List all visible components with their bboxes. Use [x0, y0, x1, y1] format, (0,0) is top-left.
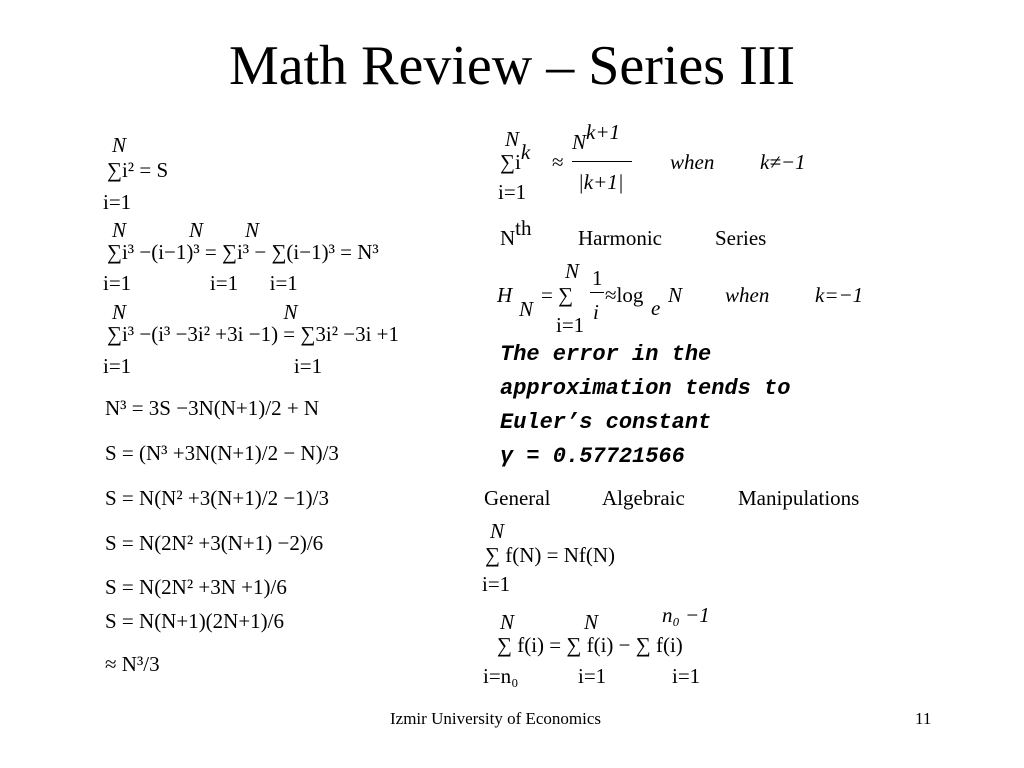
footer-institution: Izmir University of Economics — [390, 709, 602, 728]
manip-eq-1: ∑ f(N) = Nf(N) — [485, 543, 616, 567]
limit-top: N — [565, 259, 580, 283]
fraction-bar — [590, 292, 604, 293]
log-arg: N — [668, 283, 683, 307]
step-eq: S = N(2N² +3(N+1) −2)/6 — [105, 531, 324, 555]
telescoping-eq: ∑i³ −(i−1)³ = ∑i³ − ∑(i−1)³ = N³ — [107, 240, 379, 264]
step-eq: S = N(N² +3(N+1)/2 −1)/3 — [105, 486, 329, 510]
denominator: |k+1| — [578, 170, 624, 194]
nth-n: N — [500, 226, 516, 250]
numerator: N — [572, 130, 587, 154]
limit-top: N N N — [112, 218, 260, 242]
limit-bottom: i=1 i=1 i=1 — [103, 271, 298, 295]
note-line: The error in the — [500, 342, 712, 367]
limit-bottom: i=1 — [498, 180, 527, 204]
step-eq: N³ = 3S −3N(N+1)/2 + N — [105, 396, 320, 420]
note-line: approximation tends to — [500, 376, 791, 401]
numerator-exponent: k+1 — [586, 120, 621, 144]
manip-heading-word: Manipulations — [738, 486, 860, 510]
step-eq: S = (N³ +3N(N+1)/2 − N)/3 — [105, 441, 339, 465]
harmonic-H: H — [497, 283, 513, 307]
step-eq: S = N(2N² +3N +1)/6 — [105, 575, 287, 599]
fraction-bar — [572, 161, 632, 162]
limit-bottom: i=1 — [556, 313, 585, 337]
manip-eq-2: ∑ f(i) = ∑ f(i) − ∑ f(i) — [497, 633, 683, 657]
limit-top: N — [500, 610, 515, 634]
eq-sum: = ∑ — [541, 283, 574, 307]
manip-heading-word: General — [484, 486, 551, 510]
limit-bottom: i=1 — [103, 190, 132, 214]
limit-top: N — [505, 127, 520, 151]
when-label: when — [725, 283, 770, 307]
limit-top: N — [584, 610, 599, 634]
log-base: e — [651, 296, 661, 320]
series-word: Series — [715, 226, 767, 250]
sum-term: ∑i — [500, 150, 521, 174]
nth-suffix: th — [515, 216, 532, 240]
condition: k=−1 — [815, 283, 864, 307]
limit-bottom: i=1 — [578, 664, 607, 688]
limit-top: N — [112, 133, 127, 157]
page-number: 11 — [915, 709, 932, 728]
limit-top: n₀ −1 — [662, 603, 710, 627]
approximation-eq: ≈ N³/3 — [105, 652, 160, 676]
when-label: when — [670, 150, 715, 174]
harmonic-heading — [500, 216, 532, 250]
expansion-eq: ∑i³ −(i³ −3i² +3i −1) = ∑3i² −3i +1 — [107, 322, 400, 346]
sum-of-squares-eq: ∑i² = S — [107, 158, 169, 182]
limit-bottom: i=n₀ — [483, 664, 519, 688]
slide-title: Math Review – Series III — [228, 35, 796, 97]
note-line: γ = 0.57721566 — [500, 444, 685, 469]
exponent-k: k — [520, 140, 531, 164]
limit-bottom: i=1 — [482, 572, 511, 596]
limit-bottom: i=1 i=1 — [103, 354, 323, 378]
limit-top: N — [490, 519, 505, 543]
approx-log: ≈log — [605, 283, 644, 307]
harmonic-sub: N — [519, 297, 534, 321]
frac-den: i — [593, 300, 599, 324]
limit-top: N N — [112, 300, 298, 324]
note-line: Euler’s constant — [500, 410, 712, 435]
frac-num: 1 — [592, 266, 603, 290]
condition: k≠−1 — [760, 150, 806, 174]
closed-form-eq: S = N(N+1)(2N+1)/6 — [105, 609, 285, 633]
harmonic-word: Harmonic — [578, 226, 662, 250]
limit-bottom: i=1 — [672, 664, 701, 688]
approx-sign: ≈ — [552, 150, 564, 174]
manip-heading-word: Algebraic — [602, 486, 685, 510]
